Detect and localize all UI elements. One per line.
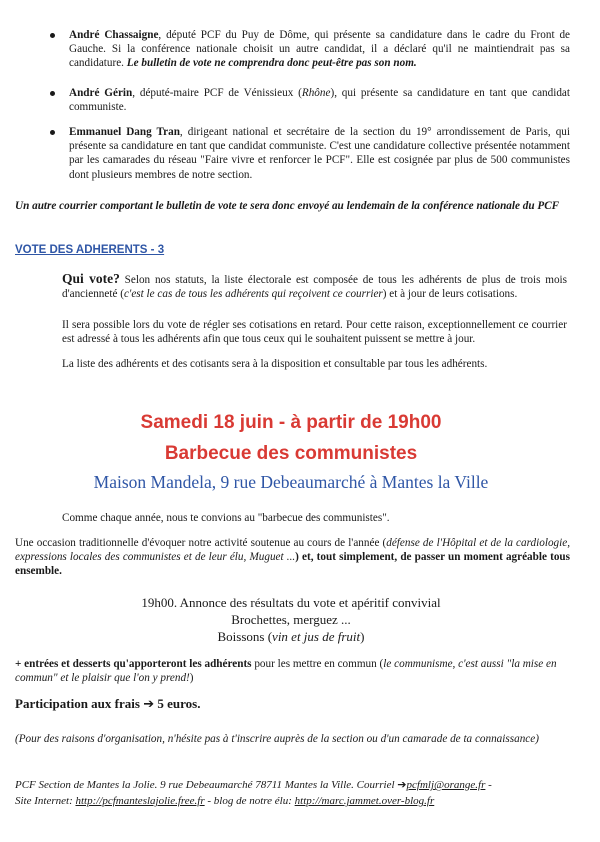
event-date-heading: Samedi 18 juin - à partir de 19h00 [140, 412, 442, 433]
desserts-paragraph [15, 657, 570, 685]
event-title-heading: Barbecue des communistes [164, 443, 418, 464]
event-intro: Comme chaque année, nous te convions au "barbecue des communistes". [62, 512, 390, 524]
bullet-1-emphasis: Le bulletin de vote ne comprendra donc peut-être pas son nom. [126, 57, 417, 70]
footer [15, 777, 575, 809]
program-line-3 [0, 628, 582, 645]
footer-address: PCF Section de Mantes la Jolie. 9 rue Debeaumarché 78711 Mantes la Ville. Courriel [15, 779, 398, 791]
program-line-2: Brochettes, merguez ... [231, 612, 351, 627]
retard-paragraph: Il sera possible lors du vote de régler ses cotisations en retard. Pour cette raison, exceptionnellement ce courrier est adressé à tous les adhérents afin que tous ceux qui le souhaitent puissent se mettre à jour. [62, 319, 567, 346]
section-title: VOTE DES ADHERENTS - 3 [15, 244, 165, 256]
bullet-3-dot [50, 130, 55, 135]
desserts-bold: + entrées et desserts qu'apporteront les adhérents [15, 658, 252, 670]
bullet-2-place: Rhône [301, 87, 331, 99]
program-line-3-italic: vin et jus de fruit [272, 629, 361, 644]
bullet-2-text2: ), qui présente sa candidature en tant que candidat communiste. [69, 87, 571, 114]
event-desc-italic: défense de l'Hôpital et de la cardiologie, expressions locales des communistes et de leur élu, Muguet ... [15, 537, 570, 564]
program-line-1: 19h00. Annonce des résultats du vote et apéritif convivial [141, 595, 441, 610]
event-location: Maison Mandela, 9 rue Debeaumarché à Mantes la Ville [93, 472, 489, 492]
bullet-2-name: André Gérin [69, 87, 133, 99]
participation-line [15, 697, 200, 712]
qui-vote-paragraph [62, 272, 567, 301]
bullet-2-text1: , député-maire PCF de Vénissieux ( [132, 87, 302, 99]
bullet-3-text: , dirigeant national et secrétaire de la section du 19° arrondissement de Paris, qui présente sa candidature en tant que candidat communiste. C'est une candidature collective présentée notamment par les camarades du réseau "Faire vivre et renforcer le PCF". Elle est cosignée par plus de 500 communistes dont plusieurs membres de notre section. [69, 126, 570, 181]
event-desc-text: Une occasion traditionnelle d'évoquer notre activité soutenue au cours de l'année ( [15, 537, 387, 549]
bullet-1-name: André Chassaigne [69, 29, 159, 41]
program-line-3-text: Boissons ( [217, 629, 273, 644]
event-desc-bold: ) et, tout simplement, de passer un moment agréable tous ensemble. [15, 551, 570, 578]
desserts-end: ) [189, 672, 194, 685]
footer-site-link[interactable]: http://pcfmanteslajolie.free.fr [75, 795, 205, 807]
bullet-chassaigne [69, 28, 570, 71]
liste-paragraph: La liste des adhérents et des cotisants sera à la disposition et consultable par tous les adhérents. [62, 358, 488, 370]
qui-vote-text2: ) et à jour de leurs cotisations. [382, 288, 518, 301]
participation-label: Participation aux frais [15, 696, 140, 711]
participation-value: 5 euros. [154, 696, 201, 711]
qui-vote-label: Qui vote? [62, 271, 120, 286]
bullet-gerin [69, 86, 570, 114]
footer-blog-link[interactable]: http://marc.jammet.over-blog.fr [294, 795, 435, 807]
courrier-note: Un autre courrier comportant le bulletin de vote te sera donc envoyé au lendemain de la conférence nationale du PCF [15, 200, 560, 212]
footer-email-link[interactable]: pcfmlj@orange.fr [406, 779, 486, 791]
program-line-3-end: ) [360, 629, 365, 644]
bullet-3-name: Emmanuel Dang Tran [69, 126, 180, 138]
arrow-right-icon: ➔ [143, 697, 155, 712]
footer-arrow-icon: ➔ [397, 778, 407, 791]
desserts-text: pour les mettre en commun ( [251, 658, 384, 670]
footer-site-label: Site Internet: [15, 795, 76, 807]
inscription-note: (Pour des raisons d'organisation, n'hésite pas à t'inscrire auprès de la section ou d'un camarade de ta connaissance) [15, 733, 539, 745]
bullet-1-dot [50, 33, 55, 38]
event-description [15, 536, 570, 579]
footer-blog-label: - blog de notre élu: [204, 795, 295, 807]
qui-vote-italic: c'est le cas de tous les adhérents qui reçoivent ce courrier [123, 288, 383, 301]
qui-vote-text1: Selon nos statuts, la liste électorale est composée de tous les adhérents de plus de trois mois d'ancienneté ( [62, 274, 567, 301]
footer-sep: - [485, 779, 492, 791]
desserts-italic: le communisme, c'est aussi "la mise en commun" et le plaisir que l'on y prend! [15, 658, 557, 685]
bullet-1-text: , député PCF du Puy de Dôme, qui présente sa candidature dans le cadre du Front de Gauche. Si la conférence nationale choisit un autre candidat, il a déclaré qu'il ne maintiendrait pas sa candidature. [69, 29, 571, 70]
bullet-dang-tran [69, 125, 570, 182]
bullet-2-dot [50, 91, 55, 96]
